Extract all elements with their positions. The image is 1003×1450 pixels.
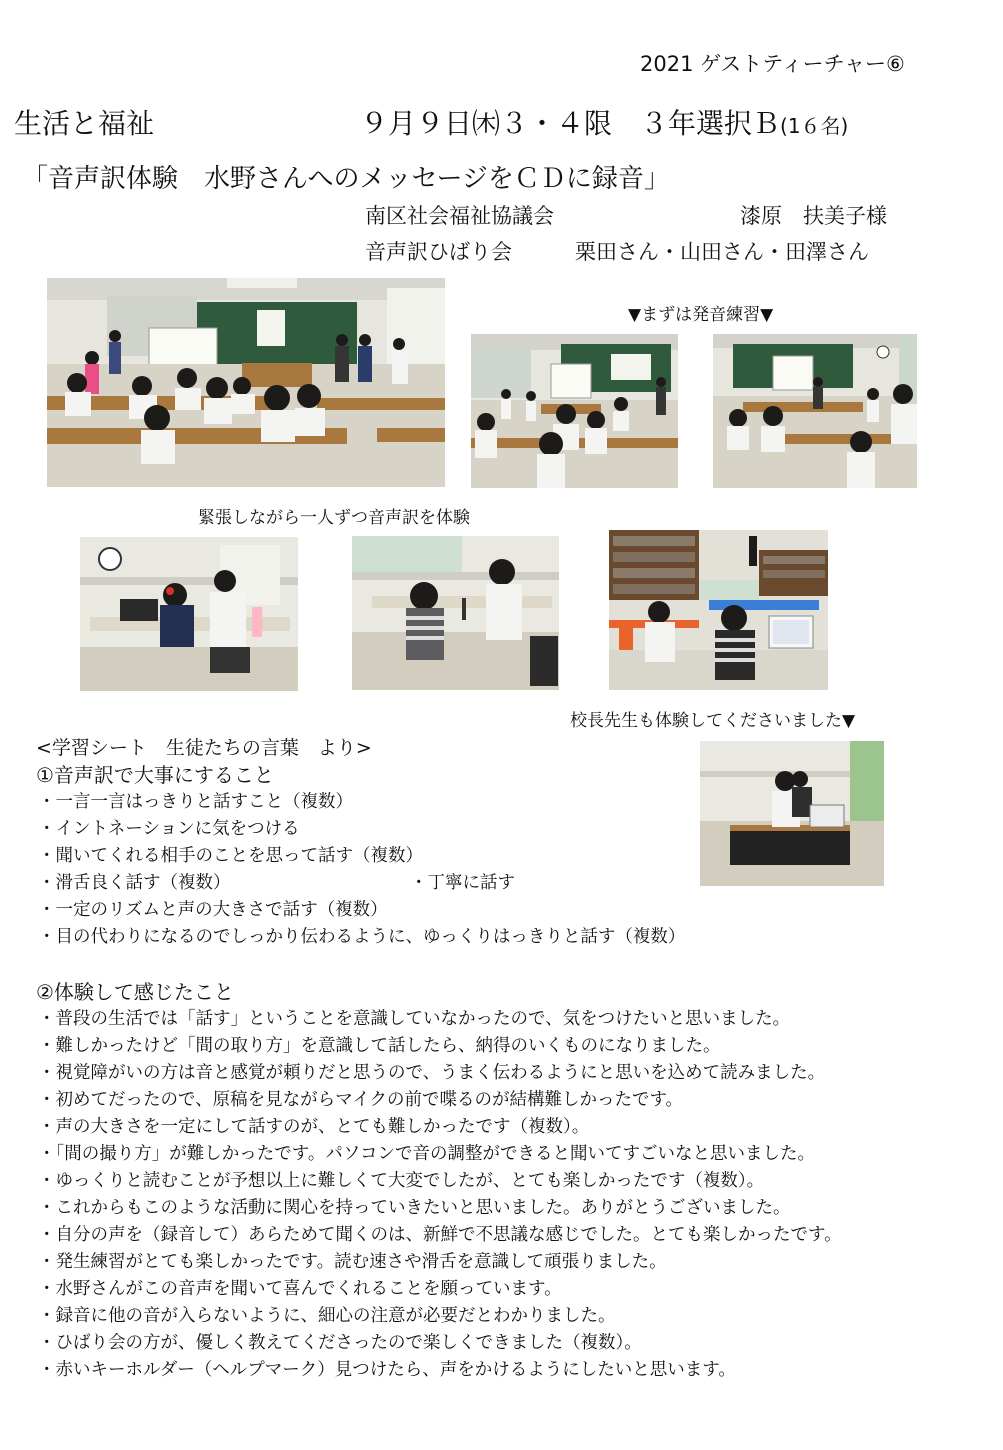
list-item: ・難しかったけど「間の取り方」を意識して話したら、納得のいくものになりました。 <box>38 1036 721 1056</box>
list-item: ・録音に他の音が入らないように、細心の注意が必要だとわかりました。 <box>38 1306 616 1326</box>
section1-heading: ①音声訳で大事にすること <box>36 763 274 787</box>
list-item: ・視覚障がいの方は音と感覚が頼りだと思うので、うまく伝わるようにと思いを込めて読みました。 <box>38 1063 826 1083</box>
list-item: ・目の代わりになるのでしっかり伝わるように、ゆっくりはっきりと話す（複数） <box>38 927 686 947</box>
list-item: ・一言一言はっきりと話すこと（複数） <box>38 792 353 812</box>
caption-principal: 校長先生も体験してくださいました▼ <box>570 711 856 731</box>
photo-recording-1 <box>80 537 298 691</box>
photo-pronunciation-practice-2 <box>713 334 917 488</box>
list-item: ・発生練習がとても楽しかったです。読む速さや滑舌を意識して頑張りました。 <box>38 1252 667 1272</box>
list-item: ・普段の生活では「話す」ということを意識していなかったので、気をつけたいと思いました。 <box>38 1009 791 1029</box>
photo-pronunciation-practice-1 <box>471 334 678 488</box>
date-main: ９月９日㈭３・４限 ３年選択Ｂ <box>360 107 781 140</box>
list-item: ・「間の撮り方」が難しかったです。パソコンで音の調整ができると聞いてすごいなと思いました。 <box>38 1144 815 1164</box>
list-item: ・イントネーションに気をつける <box>38 819 300 839</box>
list-item: ・これからもこのような活動に関心を持っていきたいと思いました。ありがとうございました。 <box>38 1198 791 1218</box>
list-item: ・滑舌良く話す（複数） <box>38 873 231 893</box>
org1-name: 南区社会福祉協議会 <box>365 204 554 228</box>
caption-nervous: 緊張しながら一人ずつ音声訳を体験 <box>198 508 470 528</box>
photo-classroom-wide <box>47 278 445 487</box>
list-item: ・声の大きさを一定にして話すのが、とても難しかったです（複数）。 <box>38 1117 590 1137</box>
list-item: ・ひばり会の方が、優しく教えてくださったので楽しくできました（複数）。 <box>38 1333 642 1353</box>
series-label: 2021 ゲストティーチャー⑥ <box>640 52 905 76</box>
list-item: ・初めてだったので、原稿を見ながらマイクの前で喋るのが結構難しかったです。 <box>38 1090 684 1110</box>
list-item: ・赤いキーホルダー（ヘルプマーク）見つけたら、声をかけるようにしたいと思います。 <box>38 1360 736 1380</box>
photo-library-recording <box>609 530 828 690</box>
date-info <box>360 102 848 142</box>
photo-recording-2 <box>352 536 559 690</box>
list-item: ・ゆっくりと読むことが予想以上に難しくて大変でしたが、とても楽しかったです（複数）。 <box>38 1171 765 1191</box>
org2-name: 音声訳ひばり会 <box>365 240 512 264</box>
list-item: ・丁寧に話す <box>410 873 515 893</box>
list-item: ・聞いてくれる相手のことを思って話す（複数） <box>38 846 423 866</box>
org2-person: 栗田さん・山田さん・田澤さん <box>575 240 869 264</box>
subject-title: 生活と福祉 <box>14 107 155 140</box>
sheet-title: <学習シート 生徒たちの言葉 より> <box>36 737 372 759</box>
list-item: ・水野さんがこの音声を聞いて喜んでくれることを願っています。 <box>38 1279 562 1299</box>
date-count: (1６名) <box>780 114 849 138</box>
list-item: ・自分の声を（録音して）あらためて聞くのは、新鮮で不思議な感じでした。とても楽しかったです。 <box>38 1225 842 1245</box>
caption-practice: ▼まずは発音練習▼ <box>628 305 774 325</box>
theme-title: 「音声訳体験 水野さんへのメッセージをＣＤに録音」 <box>22 164 670 194</box>
photo-principal-recording <box>700 741 884 886</box>
org1-person: 漆原 扶美子様 <box>740 204 887 228</box>
list-item: ・一定のリズムと声の大きさで話す（複数） <box>38 900 388 920</box>
section2-heading: ②体験して感じたこと <box>36 980 234 1004</box>
